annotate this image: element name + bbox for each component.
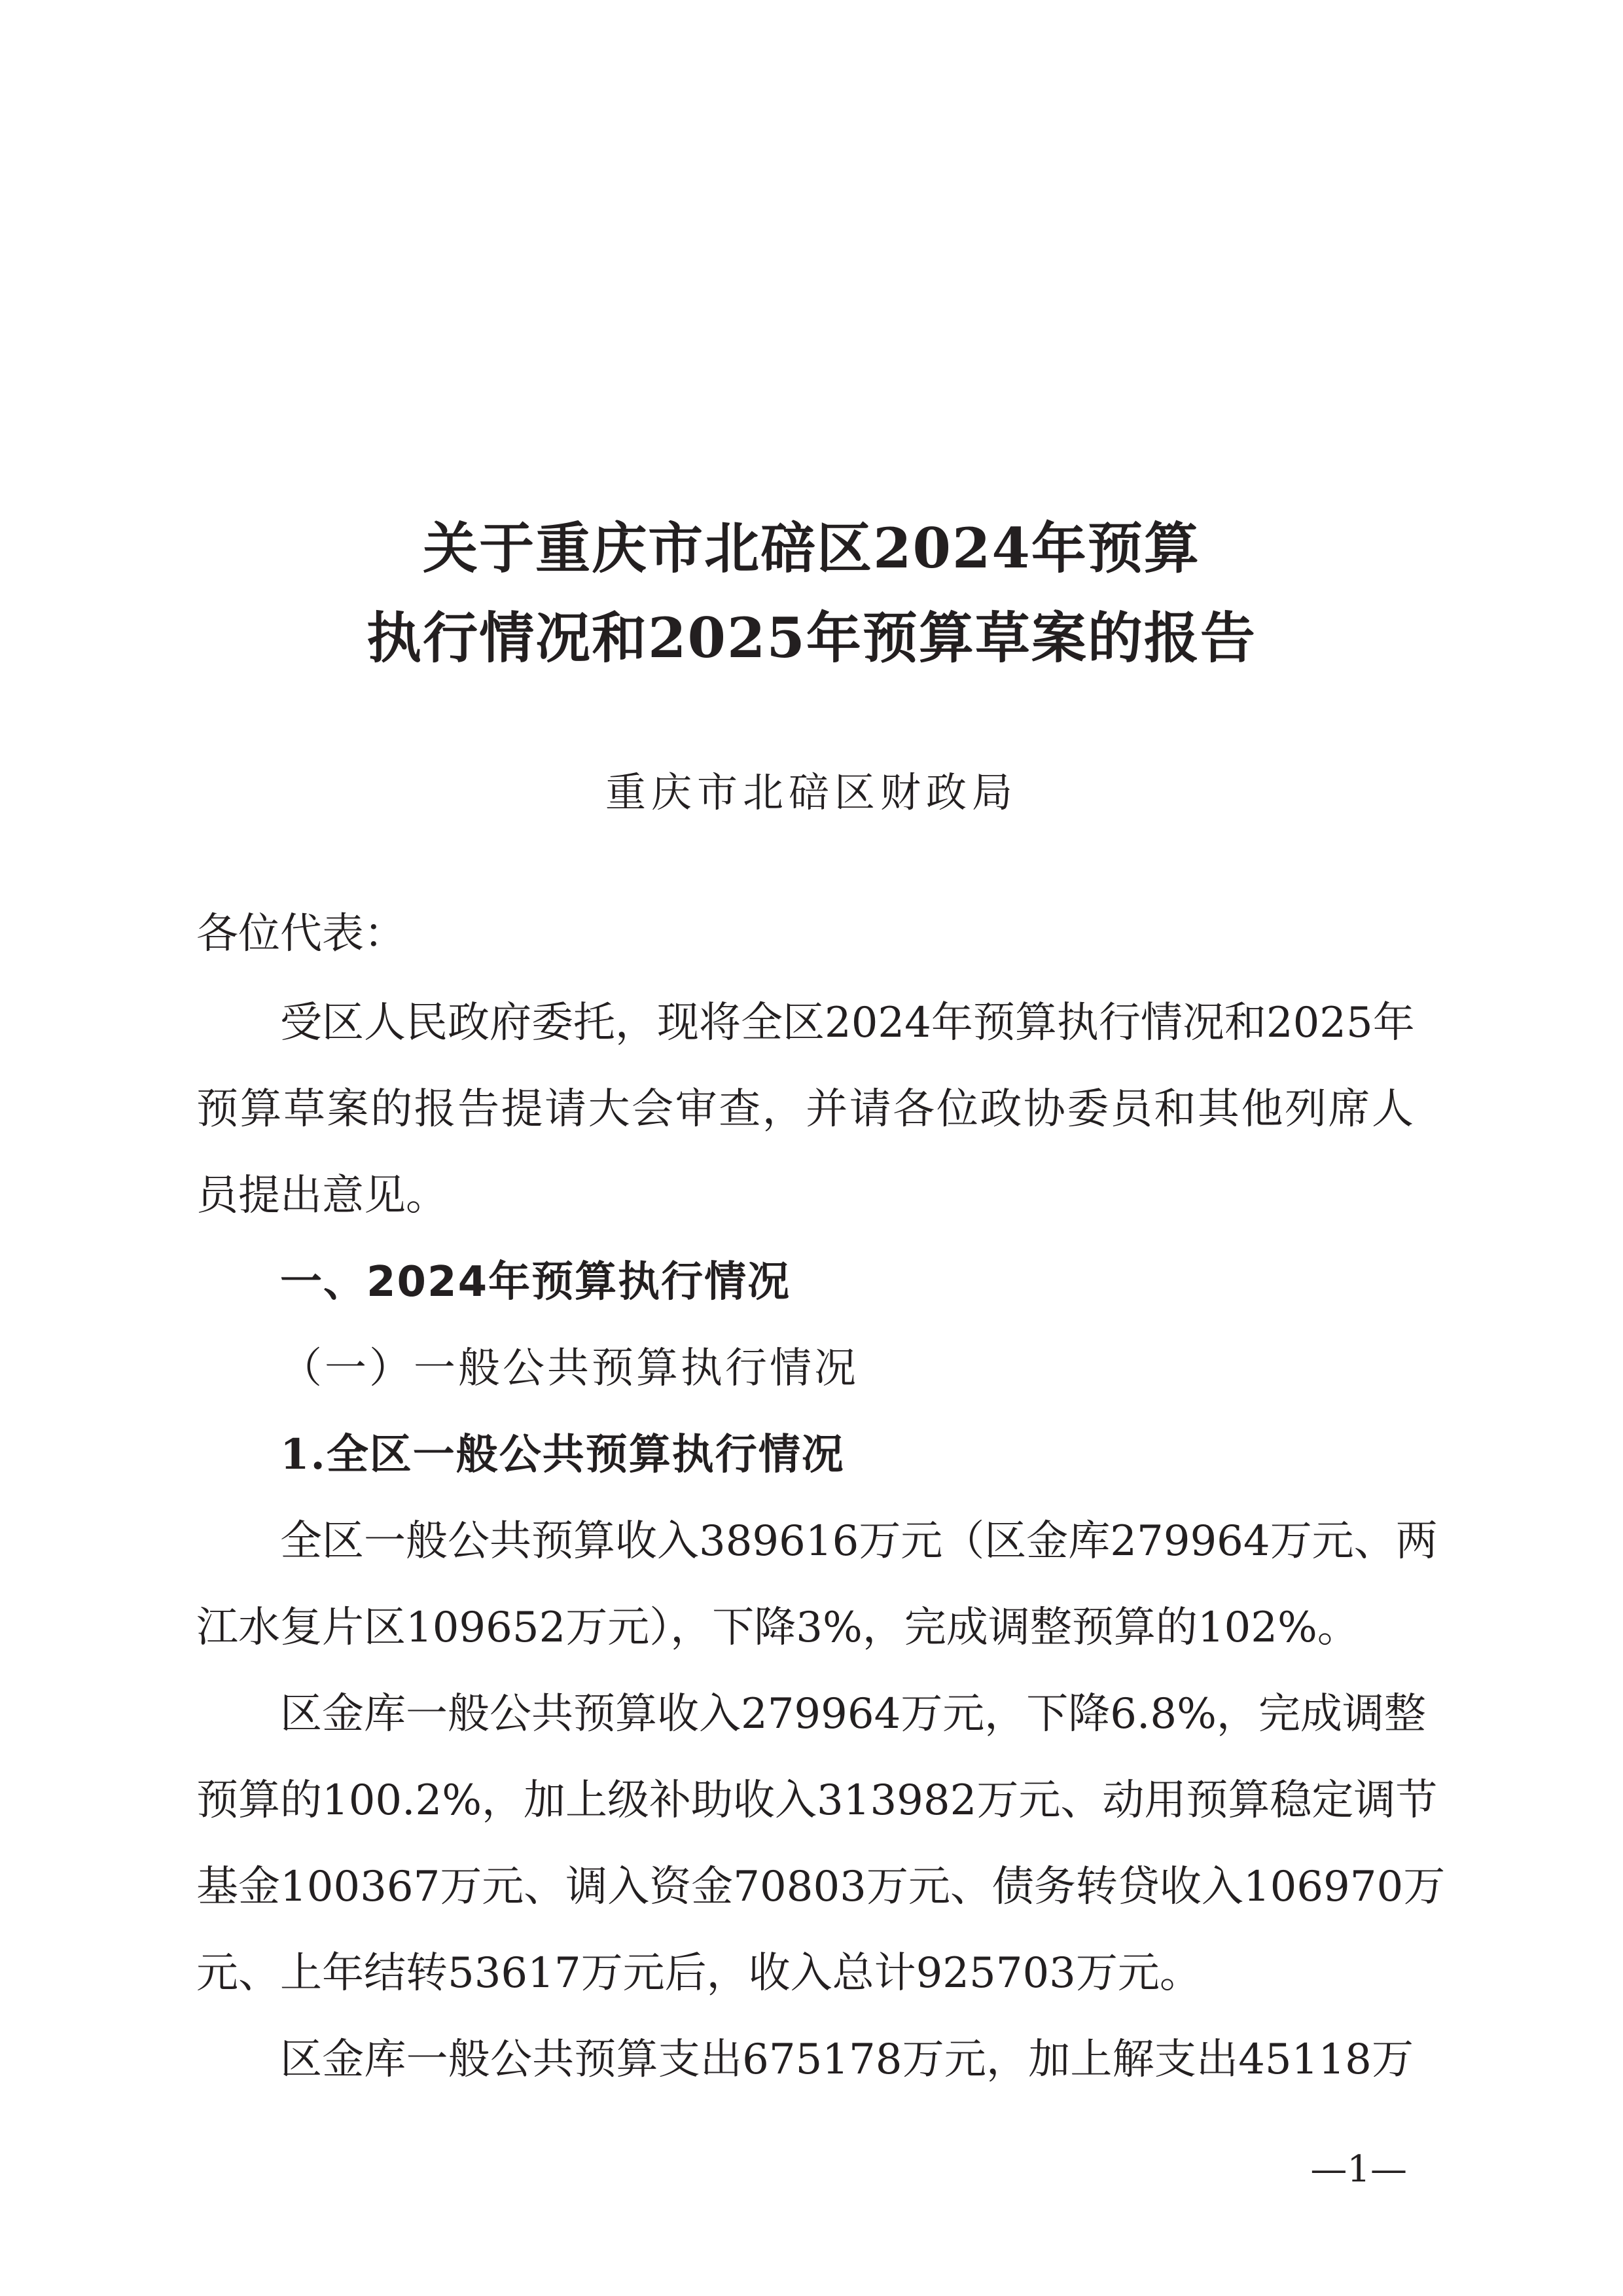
paragraph-2-line-2: 预算的100.2%，加上级补助收入313982万元、动用预算稳定调节	[196, 1776, 1438, 1825]
paragraph-3-line-1: 区金库一般公共预算支出675178万元，加上解支出45118万	[280, 2036, 1414, 2084]
paragraph-2-line-4: 元、上年结转53617万元后，收入总计925703万元。	[196, 1949, 1202, 1998]
paragraph-2-line-1: 区金库一般公共预算收入279964万元，下降6.8%，完成调整	[280, 1690, 1426, 1738]
paragraph-1-line-2: 江水复片区109652万元），下降3%，完成调整预算的102%。	[196, 1604, 1359, 1652]
issuing-authority: 重庆市北碚区财政局	[605, 768, 1018, 816]
intro-line-3: 员提出意见。	[196, 1172, 448, 1220]
paragraph-1-line-1: 全区一般公共预算收入389616万元（区金库279964万元、两	[280, 1517, 1438, 1566]
intro-line-1: 受区人民政府委托，现将全区2024年预算执行情况和2025年	[280, 999, 1415, 1047]
subsection-heading-1: （一）一般公共预算执行情况	[280, 1344, 859, 1393]
intro-line-2: 预算草案的报告提请大会审查，并请各位政协委员和其他列席人	[196, 1085, 1414, 1134]
section-heading-1: 一、2024年预算执行情况	[280, 1258, 791, 1306]
report-title-line-1: 关于重庆市北碚区2024年预算	[423, 516, 1200, 581]
paragraph-2-line-3: 基金100367万元、调入资金70803万元、债务转贷收入106970万	[196, 1863, 1446, 1911]
page-number: —1—	[1310, 2148, 1407, 2191]
report-title-line-2: 执行情况和2025年预算草案的报告	[366, 605, 1257, 670]
item-heading-1: 1.全区一般公共预算执行情况	[280, 1430, 845, 1479]
salutation: 各位代表：	[196, 910, 406, 958]
